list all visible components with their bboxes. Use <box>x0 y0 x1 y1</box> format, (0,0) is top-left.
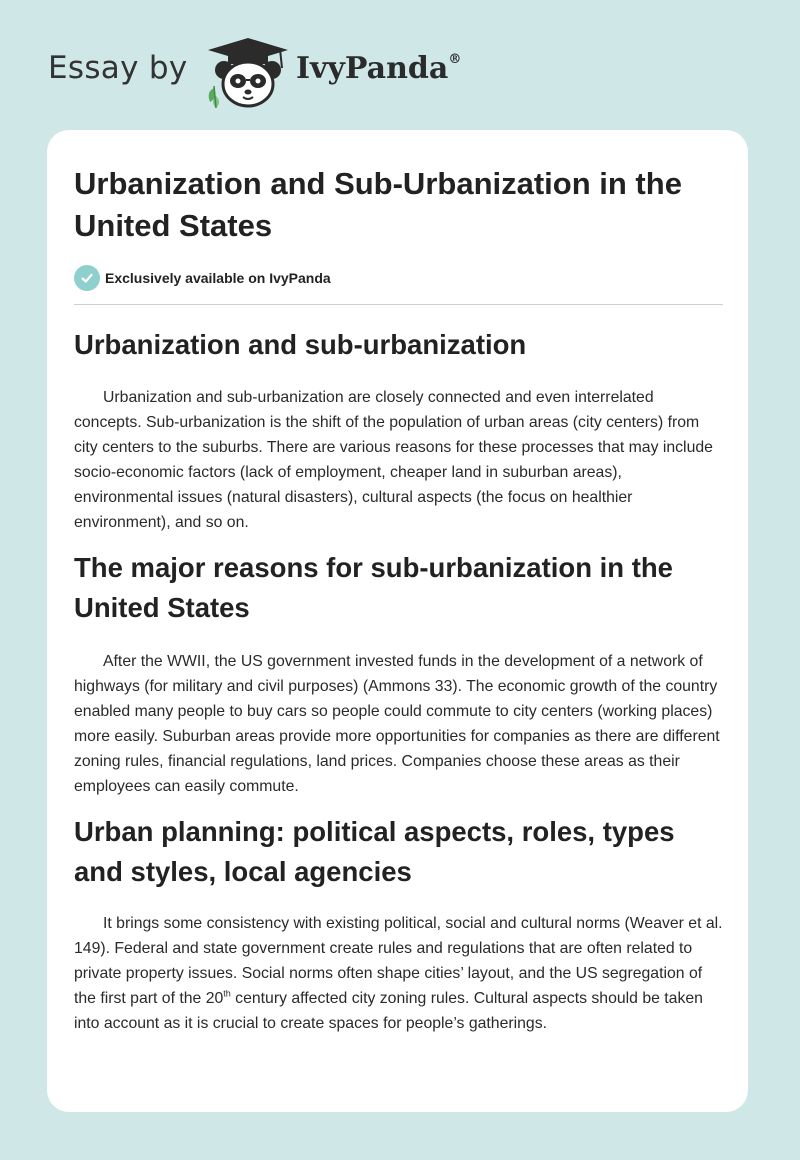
exclusive-badge <box>74 264 723 292</box>
essay-content <box>74 163 723 1036</box>
section-paragraph: Urbanization and sub-urbanization are closely connected and even interrelated concepts. Sub-urbanization is the shift of the population of urban areas (city centers) from city centers to the suburbs. There are various reasons for these processes that may include socio-economic factors (lack of employment, cheaper land in suburban areas), environmental issues (natural disasters), cultural aspects (the focus on healthier environment), and so on. <box>74 389 713 531</box>
brand-name[interactable] <box>296 51 461 86</box>
section-heading: Urban planning: political aspects, roles, types and styles, local agencies <box>74 816 675 887</box>
page-title: Urbanization and Sub-Urbanization in the United States <box>74 166 682 243</box>
section-paragraph <box>74 911 723 1036</box>
badge-text: Exclusively available on IvyPanda <box>105 270 331 286</box>
paragraph-text: It brings some consistency with existing political, social and cultural norms (Weaver et al. 149). Federal and state government create rules and regulations that are often related to private property issues. Social norms often shape cities’ layout, and the US segregation of the first part of the 20 <box>74 915 723 1007</box>
panda-graduate-logo-icon[interactable] <box>200 36 296 108</box>
section-heading: Urbanization and sub-urbanization <box>74 329 527 360</box>
paragraph-text: century affected city zoning rules. Cultural aspects should be taken into account as it is crucial to create spaces for people’s gatherings. <box>74 990 703 1032</box>
divider <box>74 304 723 305</box>
essay-card <box>47 130 748 1112</box>
section-paragraph: After the WWII, the US government invested funds in the development of a network of highways (for military and civil purposes) (Ammons 33). The economic growth of the country enabled many people to buy cars so people could commute to city centers (working places) more easily. Suburban areas provide more opportunities for companies as there are different zoning rules, financial regulations, land prices. Companies choose these areas as their employees can easily commute. <box>74 653 720 795</box>
check-icon <box>74 265 100 291</box>
registered-mark: ® <box>448 52 462 67</box>
section-heading: The major reasons for sub-urbanization in the United States <box>74 552 673 623</box>
site-header <box>0 0 800 130</box>
essay-by-label: Essay by <box>48 50 188 86</box>
ordinal-suffix: th <box>223 988 231 999</box>
brand-name-text: IvyPanda <box>296 51 449 86</box>
